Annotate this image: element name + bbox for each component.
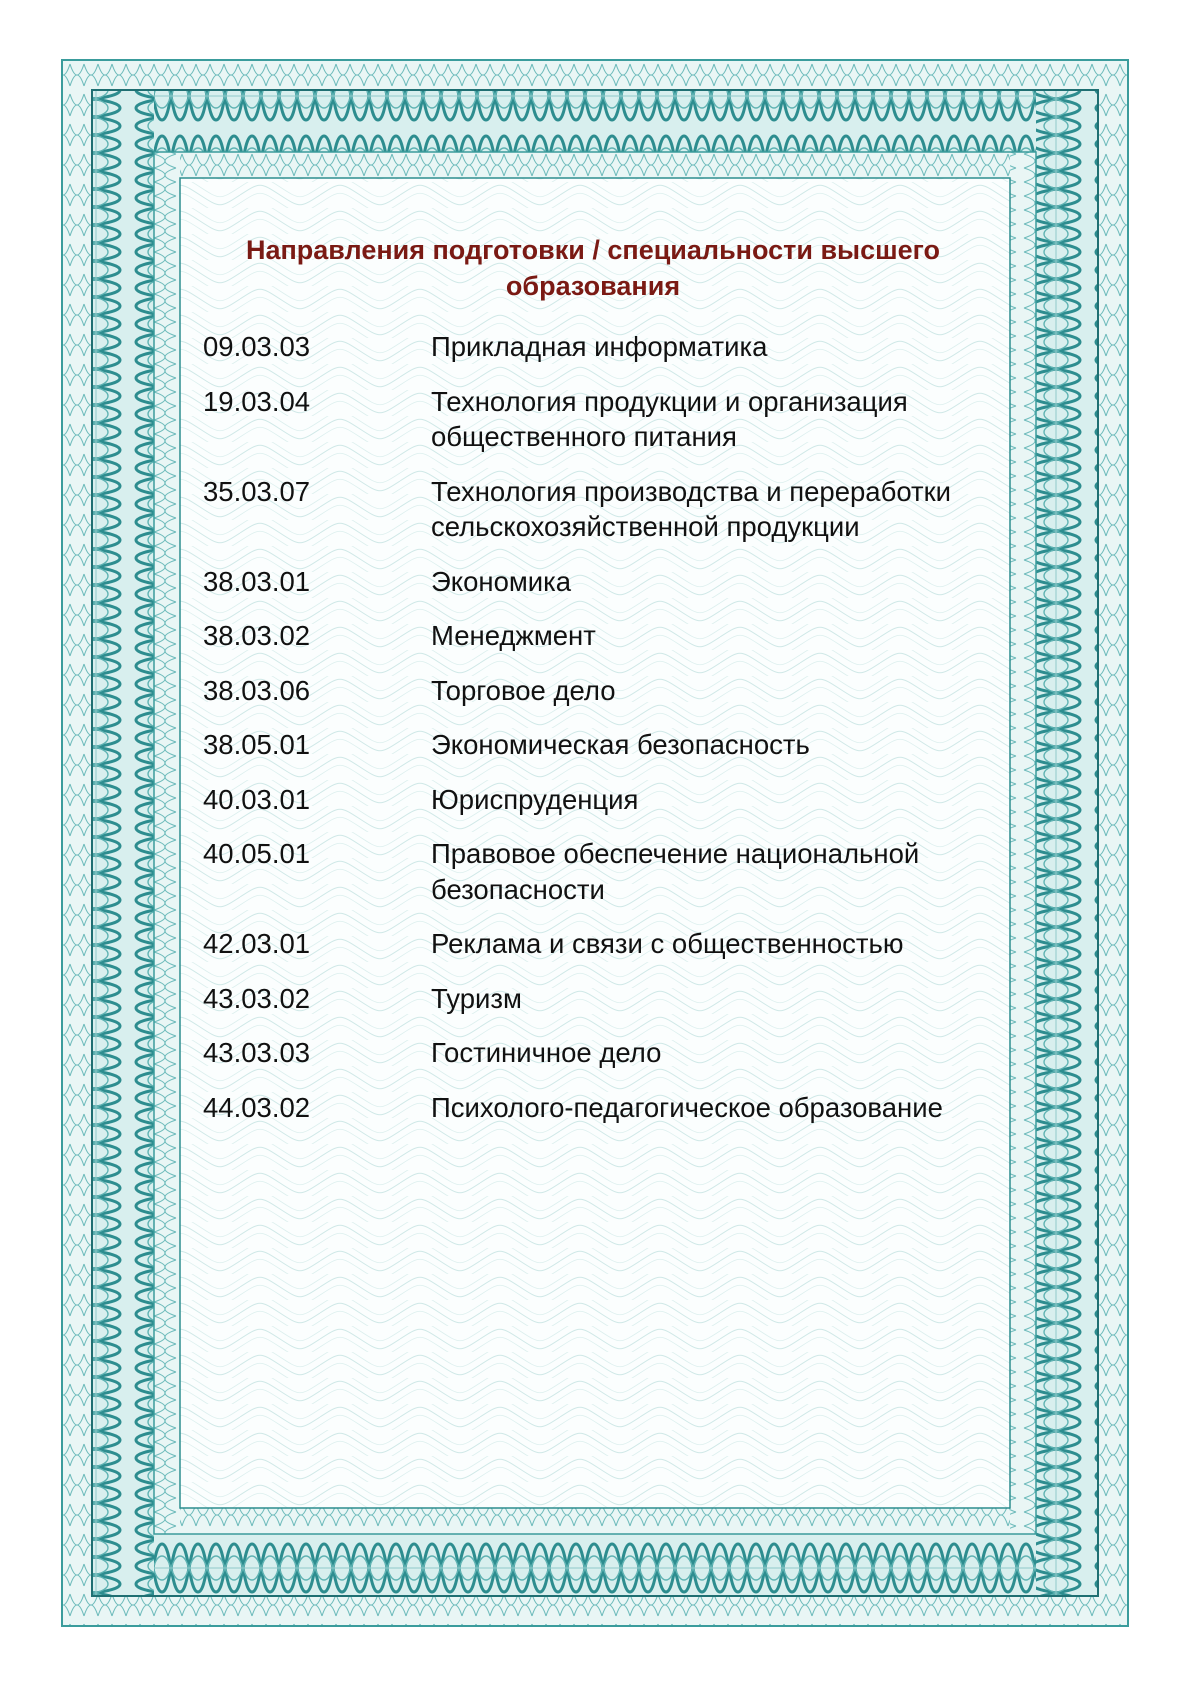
program-code: 40.03.01 (203, 783, 311, 815)
program-name: Экономика (431, 565, 572, 597)
program-row (203, 981, 1003, 1017)
program-row (203, 727, 1003, 763)
program-row (203, 836, 1003, 907)
heading-line-2: образования (505, 271, 681, 301)
program-code: 44.03.02 (203, 1091, 311, 1123)
program-row (203, 474, 1003, 545)
program-code: 35.03.07 (203, 475, 311, 507)
program-row (203, 618, 1003, 654)
program-name: Экономическая безопасность (431, 729, 810, 760)
program-name: Технология продукции и организация общественного питания (431, 385, 908, 452)
program-name: Технология производства и переработки сельскохозяйственной продукции (431, 475, 952, 542)
page-heading (203, 232, 983, 304)
program-name: Юриспруденция (431, 783, 639, 815)
program-name: Гостиничное дело (431, 1037, 662, 1068)
program-name: Правовое обеспечение национальной безопасности (431, 838, 920, 905)
program-name: Психолого-педагогическое образование (431, 1091, 943, 1123)
program-row (203, 673, 1003, 709)
program-row (203, 1035, 1003, 1071)
program-code: 43.03.03 (203, 1037, 311, 1068)
program-row (203, 329, 1003, 365)
program-code: 38.03.02 (203, 620, 311, 651)
program-row (203, 1090, 1003, 1126)
program-code: 19.03.04 (203, 385, 311, 417)
program-code: 42.03.01 (203, 928, 311, 959)
program-code: 38.03.01 (203, 565, 311, 597)
program-name: Менеджмент (431, 620, 596, 651)
program-name: Торговое дело (431, 674, 616, 706)
program-name: Прикладная информатика (431, 331, 768, 362)
program-row (203, 564, 1003, 600)
programs-content (203, 232, 1003, 1144)
program-row (203, 926, 1003, 962)
program-list (203, 329, 1003, 1125)
program-code: 38.05.01 (203, 729, 311, 760)
heading-line-1: Направления подготовки / специальности высшего (245, 235, 941, 265)
program-code: 09.03.03 (203, 331, 311, 362)
program-code: 40.05.01 (203, 838, 311, 869)
program-code: 43.03.02 (203, 982, 311, 1014)
program-row (203, 384, 1003, 455)
program-row (203, 782, 1003, 818)
program-code: 38.03.06 (203, 674, 311, 706)
program-name: Туризм (431, 982, 522, 1014)
program-name: Реклама и связи с общественностью (431, 928, 904, 959)
